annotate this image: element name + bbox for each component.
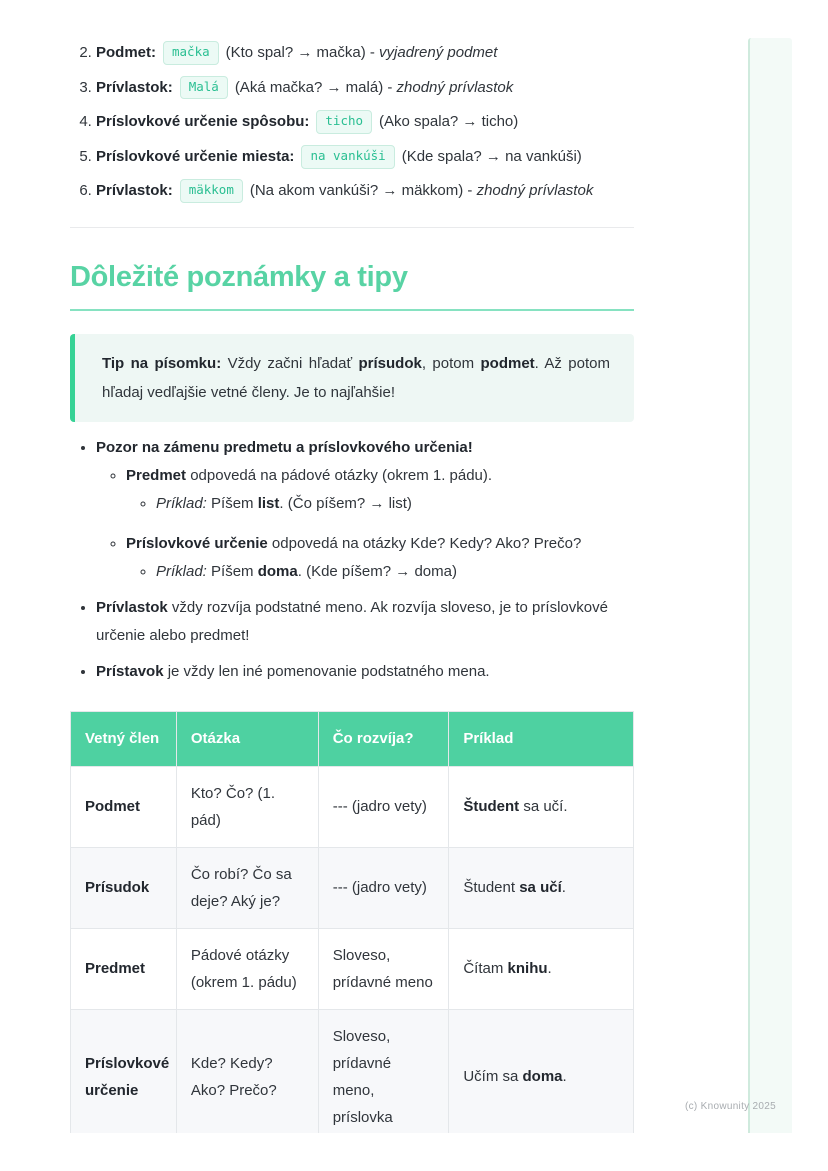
numbered-item bbox=[96, 140, 634, 175]
text-segment: . bbox=[562, 1068, 567, 1086]
text-segment: (Kto spal? → mačka) - bbox=[225, 44, 380, 61]
table-header-cell: Príklad bbox=[449, 711, 634, 766]
text-segment: prísudok bbox=[358, 354, 422, 372]
bullet-item bbox=[126, 462, 634, 518]
text-segment: Príslovkové určenie spôsobu: bbox=[96, 113, 310, 131]
numbered-list bbox=[70, 36, 634, 209]
text-segment: . Až potom hľadaj vedľajšie vetné členy. Je to najľahšie! bbox=[102, 354, 610, 401]
table-row bbox=[71, 847, 634, 928]
text-segment: knihu bbox=[507, 960, 548, 978]
document-content bbox=[70, 0, 634, 1133]
bullet-list-level-3 bbox=[126, 490, 634, 518]
text-segment: Píšem bbox=[206, 494, 258, 512]
text-segment: (Kde spala? → na vankúši) bbox=[401, 147, 582, 165]
grammar-table-header-row bbox=[71, 711, 634, 766]
text-segment: doma bbox=[522, 1068, 563, 1086]
text-segment: (Aká mačka? → malá) - bbox=[234, 78, 397, 96]
table-cell bbox=[318, 1009, 449, 1133]
table-cell bbox=[176, 1009, 318, 1133]
table-cell bbox=[176, 766, 318, 847]
bullet-item bbox=[126, 530, 634, 586]
table-cell bbox=[449, 766, 634, 847]
text-segment: Príklad: bbox=[156, 562, 207, 580]
text-segment: doma bbox=[257, 562, 298, 580]
text-segment: Sloveso, prídavné meno bbox=[332, 946, 433, 991]
table-header-cell: Otázka bbox=[176, 711, 318, 766]
grammar-table-head bbox=[71, 711, 634, 766]
numbered-item bbox=[96, 71, 634, 106]
bullet-list-level-2 bbox=[96, 462, 634, 586]
text-segment: Príslovkové určenie bbox=[126, 534, 268, 552]
section-divider bbox=[70, 227, 634, 228]
bullet-item bbox=[156, 558, 634, 586]
grammar-table bbox=[70, 711, 634, 1133]
table-cell bbox=[176, 928, 318, 1009]
text-segment: vždy rozvíja podstatné meno. Ak rozvíja sloveso, je to príslovkové určenie alebo predmet! bbox=[96, 598, 608, 644]
table-cell bbox=[71, 928, 177, 1009]
text-segment: Čítam bbox=[463, 960, 508, 978]
table-cell bbox=[71, 847, 177, 928]
table-cell bbox=[449, 928, 634, 1009]
tip-text bbox=[102, 349, 610, 407]
bullet-item bbox=[156, 490, 634, 518]
table-cell bbox=[318, 766, 449, 847]
text-segment: Prívlastok bbox=[96, 598, 168, 616]
text-segment: Podmet: bbox=[96, 44, 156, 61]
table-cell bbox=[71, 1009, 177, 1133]
text-segment: Študent bbox=[463, 798, 520, 816]
text-segment: , potom bbox=[421, 354, 481, 372]
table-header-cell: Čo rozvíja? bbox=[318, 711, 449, 766]
text-segment: Vždy začni hľadať bbox=[221, 354, 359, 372]
text-segment: Predmet bbox=[126, 466, 187, 484]
text-segment: . bbox=[561, 879, 566, 897]
next-page-edge bbox=[748, 38, 792, 1133]
table-cell bbox=[449, 1009, 634, 1133]
text-segment: . bbox=[547, 960, 552, 978]
code-chip: Malá bbox=[180, 76, 228, 100]
numbered-item bbox=[96, 174, 634, 209]
text-segment: (Ako spala? → ticho) bbox=[379, 113, 519, 131]
text-segment: je vždy len iné pomenovanie podstatného mena. bbox=[163, 662, 490, 680]
text-segment: Učím sa bbox=[463, 1068, 523, 1086]
text-segment: Príslovkové určenie bbox=[85, 1054, 170, 1099]
text-segment: (Na akom vankúši? → mäkkom) - bbox=[249, 182, 477, 200]
text-segment: . (Kde píšem? → doma) bbox=[297, 562, 457, 580]
text-segment: Predmet bbox=[85, 960, 146, 978]
text-segment: Prísudok bbox=[85, 879, 150, 897]
text-segment: zhodný prívlastok bbox=[476, 182, 594, 200]
tip-callout bbox=[70, 334, 634, 422]
bullet-list-level-3 bbox=[126, 558, 634, 586]
text-segment: vyjadrený podmet bbox=[379, 44, 498, 61]
text-segment: Kde? Kedy? Ako? Prečo? bbox=[190, 1054, 277, 1099]
code-chip: na vankúši bbox=[301, 145, 394, 169]
text-segment: sa učí bbox=[519, 879, 562, 897]
text-segment: podmet bbox=[480, 354, 535, 372]
text-segment: Kto? Čo? (1. pád) bbox=[190, 784, 276, 829]
text-segment: Podmet bbox=[85, 798, 141, 816]
bullet-list-level-1 bbox=[70, 434, 634, 686]
code-chip: ticho bbox=[316, 110, 372, 134]
table-row bbox=[71, 766, 634, 847]
grammar-table-body bbox=[71, 766, 634, 1133]
bullet-item bbox=[96, 658, 634, 686]
text-segment: sa učí. bbox=[519, 798, 568, 816]
text-segment: Píšem bbox=[206, 562, 258, 580]
section-title: Dôležité poznámky a tipy bbox=[70, 261, 634, 311]
text-segment: Prívlastok: bbox=[96, 182, 173, 200]
text-segment: zhodný prívlastok bbox=[396, 78, 514, 96]
text-segment: Pozor na zámenu predmetu a príslovkového určenia! bbox=[96, 438, 473, 456]
text-segment: Pádové otázky (okrem 1. pádu) bbox=[190, 946, 297, 991]
table-cell bbox=[318, 928, 449, 1009]
text-segment: --- (jadro vety) bbox=[332, 798, 427, 816]
bullet-item bbox=[96, 434, 634, 586]
text-segment: odpovedá na otázky Kde? Kedy? Ako? Prečo? bbox=[267, 534, 582, 552]
numbered-item bbox=[96, 36, 634, 71]
text-segment: Sloveso, prídavné meno, príslovka bbox=[332, 1027, 393, 1126]
bullet-item bbox=[96, 594, 634, 650]
text-segment: Príslovkové určenie miesta: bbox=[96, 147, 295, 165]
code-chip: mačka bbox=[163, 41, 219, 65]
table-cell bbox=[318, 847, 449, 928]
table-row bbox=[71, 928, 634, 1009]
text-segment: . (Čo píšem? → list) bbox=[279, 494, 412, 512]
text-segment: Čo robí? Čo sa deje? Aký je? bbox=[190, 865, 292, 910]
copyright-footer: (c) Knowunity 2025 bbox=[684, 1101, 776, 1112]
numbered-item bbox=[96, 105, 634, 140]
table-cell bbox=[176, 847, 318, 928]
text-segment: Prívlastok: bbox=[96, 78, 173, 96]
code-chip: mäkkom bbox=[180, 179, 243, 203]
text-segment: --- (jadro vety) bbox=[332, 879, 427, 897]
text-segment: Prístavok bbox=[96, 662, 164, 680]
text-segment: Príklad: bbox=[156, 494, 207, 512]
bullet-section bbox=[70, 434, 634, 686]
table-row bbox=[71, 1009, 634, 1133]
table-header-cell: Vetný člen bbox=[71, 711, 177, 766]
text-segment: Tip na písomku: bbox=[102, 354, 222, 372]
grammar-table-wrap bbox=[70, 711, 634, 1133]
text-segment: list bbox=[257, 494, 280, 512]
text-segment: odpovedá na pádové otázky (okrem 1. pádu). bbox=[186, 466, 493, 484]
text-segment: Študent bbox=[463, 879, 520, 897]
table-cell bbox=[449, 847, 634, 928]
table-cell bbox=[71, 766, 177, 847]
